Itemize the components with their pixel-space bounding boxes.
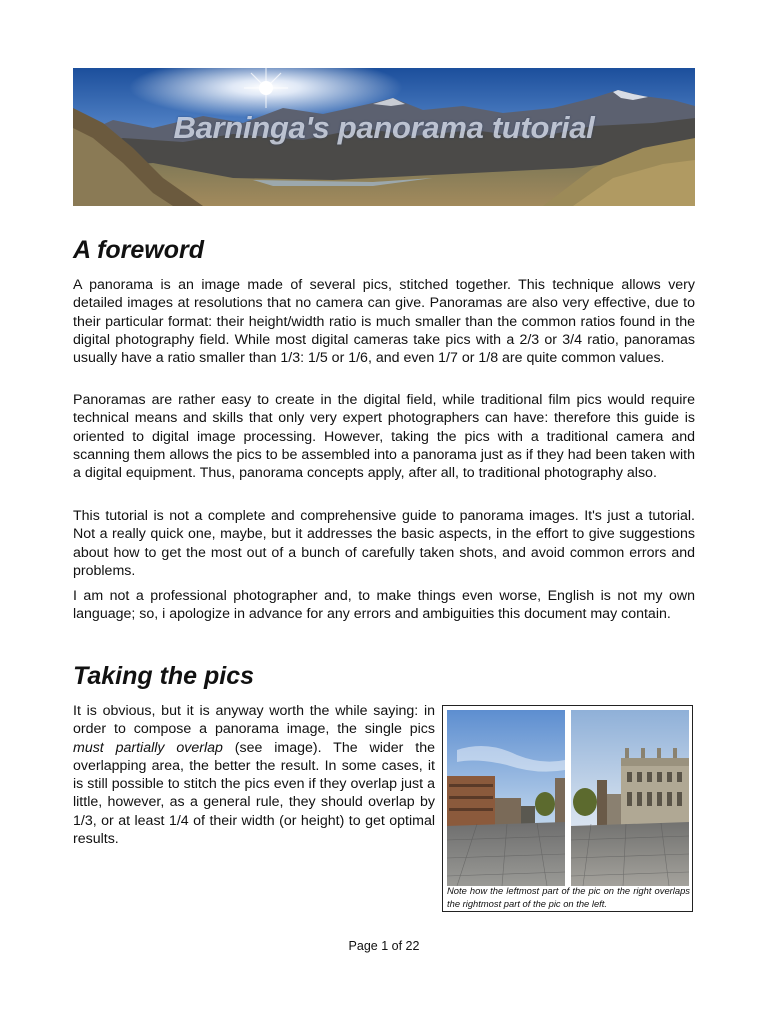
page-number: Page 1 of 22 xyxy=(348,939,420,953)
foreword-paragraph-1: A panorama is an image made of several pics, stitched together. This technique allows very detailed images at resolutions that no camera can give. Panoramas are also very effective, due to their particular format: their height/width ratio is much smaller than the common ratios found in the digital photography field. While most digital cameras take pics with a 2/3 or 3/4 ratio, panoramas usually have a ratio smaller than 1/3: 1/5 or 1/6, and even 1/7 or 1/8 are quite common values. xyxy=(73,277,695,367)
taking-pics-emphasis: must partially overlap xyxy=(73,739,223,756)
taking-pics-paragraph xyxy=(73,702,435,848)
foreword-paragraph-3: This tutorial is not a complete and comprehensive guide to panorama images. It's just a tutorial. Not a really quick one, maybe, but it addresses the basic aspects, in the effort to give suggestions about how to get the most out of a bunch of carefully taken shots, and avoid common errors and problems. xyxy=(73,508,695,579)
taking-pics-text-before: It is obvious, but it is anyway worth the while saying: in order to compose a panorama image, the single pics xyxy=(73,703,435,738)
foreword-paragraph-2: Panoramas are rather easy to create in the digital field, while traditional film pics would require technical means and skills that only very expert photographers can have: therefore this guide is oriented to digital image processing. However, taking the pics with a traditional camera and scanning them allows the pics to be assembled into a panorama just as if they had been taken with a digital equipment. Thus, panorama concepts apply, after all, to traditional photography also. xyxy=(73,392,695,482)
heading-foreword: A foreword xyxy=(73,236,205,264)
banner-title: Barninga's panorama tutorial xyxy=(173,110,595,145)
figure-caption: Note how the leftmost part of the pic on the right overlaps the rightmost part of the pic on the left. xyxy=(447,885,690,909)
foreword-paragraph-4: I am not a professional photographer and, to make things even worse, English is not my own language; so, i apologize in advance for any errors and ambiguities this document may contain. xyxy=(73,588,695,623)
left-overlap-photo xyxy=(447,710,565,886)
right-overlap-photo xyxy=(571,710,689,886)
banner-image xyxy=(73,68,695,206)
heading-taking-the-pics: Taking the pics xyxy=(73,662,255,690)
overlap-example-figure xyxy=(442,705,693,912)
taking-pics-text-after: (see image). The wider the overlapping area, the better the result. In some cases, it is still possible to stitch the pics even if they overlap just a little, however, as a general rule, they should overlap by 1/3, or at least 1/4 of their width (or height) to get optimal results. xyxy=(73,739,435,848)
